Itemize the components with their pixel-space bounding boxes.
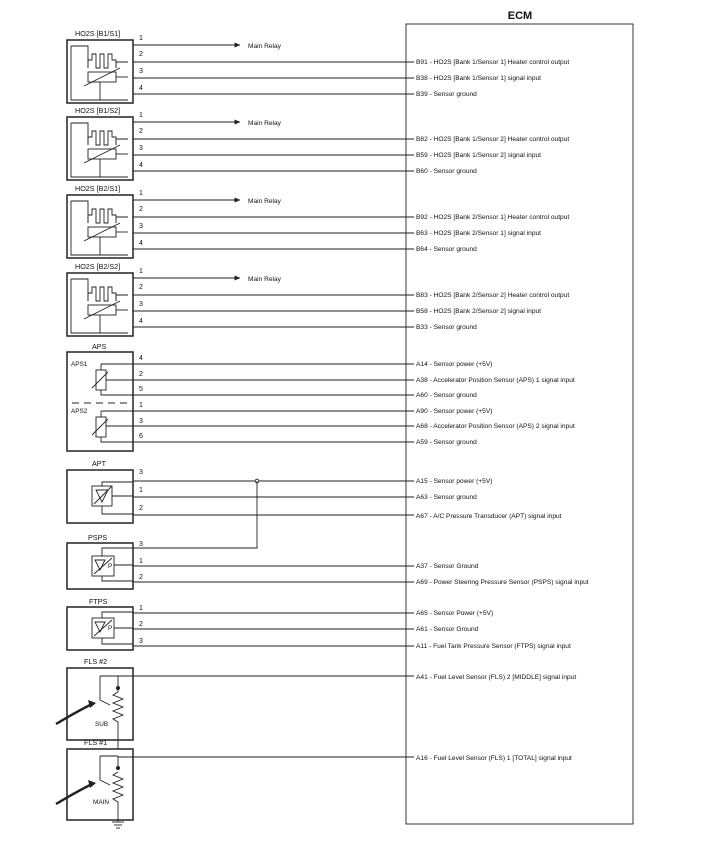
apt-pin-3: 3: [139, 469, 143, 476]
ho2s-b1s2-pin-3: 3: [139, 145, 143, 152]
ho2s-b2s1-pin-3: 3: [139, 223, 143, 230]
ho2s-b2s2-pin-1: 1: [139, 268, 143, 275]
ho2s-b1s1-pin-2: 2: [139, 51, 143, 58]
ho2s-b2s1-pin-4: 4: [139, 240, 143, 247]
ho2s-b2s2-pin-3: 3: [139, 301, 143, 308]
aps1-label: APS1: [71, 361, 88, 368]
aps-pin-3: 3: [139, 418, 143, 425]
ho2s-b1s2-pin-2: 2: [139, 128, 143, 135]
fls1-title: FLS #1: [84, 738, 108, 747]
apt-pin-1: 1: [139, 487, 143, 494]
ho2s-b1s1-pin-3: 3: [139, 68, 143, 75]
ftps-inner-label: P: [108, 625, 113, 632]
ecm-pin-a37: A37 - Sensor Ground: [416, 563, 479, 570]
main-relay-label: Main Relay: [248, 120, 281, 127]
main-relay-label: Main Relay: [248, 43, 281, 50]
ecm-pin-b92: B92 - HO2S [Bank 2/Sensor 1] Heater control output: [416, 214, 570, 221]
ecm-pin-b91: B91 - HO2S [Bank 1/Sensor 1] Heater control output: [416, 59, 570, 66]
ecm-pin-a38: A38 - Accelerator Position Sensor (APS) 1 signal input: [416, 377, 575, 384]
ho2s-b1s2-pin-4: 4: [139, 162, 143, 169]
ho2s-b1s2-pin-1: 1: [139, 112, 143, 119]
psps-pin-3: 3: [139, 541, 143, 548]
ho2s-b2s2-pin-4: 4: [139, 318, 143, 325]
ecm-pin-b60: B60 - Sensor ground: [416, 168, 477, 175]
ho2s-b1s1-pin-1: 1: [139, 35, 143, 42]
ho2s-b2s1-pin-2: 2: [139, 206, 143, 213]
ecm-pin-b38: B38 - HO2S [Bank 1/Sensor 1] signal input: [416, 75, 541, 82]
ecm-pin-a67: A67 - A/C Pressure Transducer (APT) signal input: [416, 513, 562, 520]
ftps-pin-3: 3: [139, 638, 143, 645]
ecm-pin-b39: B39 - Sensor ground: [416, 91, 477, 98]
ho2s-b1s2-title: HO2S [B1/S2]: [75, 106, 121, 115]
ftps-pin-1: 1: [139, 605, 143, 612]
ecm-pin-b63: B63 - HO2S [Bank 2/Sensor 1] signal input: [416, 230, 541, 237]
ecm-pin-a63: A63 - Sensor ground: [416, 494, 477, 501]
ecm-pin-b59: B59 - HO2S [Bank 1/Sensor 2] signal input: [416, 152, 541, 159]
ecm-pin-a69: A69 - Power Steering Pressure Sensor (PSPS) signal input: [416, 579, 589, 586]
ho2s-b2s2-title: HO2S [B2/S2]: [75, 262, 121, 271]
aps-pin-1: 1: [139, 402, 143, 409]
ecm-pin-b58: B58 - HO2S [Bank 2/Sensor 2] signal input: [416, 308, 541, 315]
ftps-title: FTPS: [89, 597, 108, 606]
psps-title: PSPS: [88, 533, 108, 542]
ho2s-b2s1-title: HO2S [B2/S1]: [75, 184, 121, 193]
ecm-pin-a68: A68 - Accelerator Position Sensor (APS) 2 signal input: [416, 423, 575, 430]
apt-sensor: [67, 470, 133, 523]
ho2s-b1s1-pin-4: 4: [139, 85, 143, 92]
ecm-pin-a14: A14 - Sensor power (+5V): [416, 361, 493, 368]
ecm-pin-b82: B82 - HO2S [Bank 1/Sensor 2] Heater control output: [416, 136, 570, 143]
ecm-pin-a15: A15 - Sensor power (+5V): [416, 478, 493, 485]
ecm-pin-b33: B33 - Sensor ground: [416, 324, 477, 331]
fls1-inner-label: MAIN: [93, 799, 109, 806]
ho2s-b2s1-pin-1: 1: [139, 190, 143, 197]
ecm-pin-a61: A61 - Sensor Ground: [416, 626, 479, 633]
ecm-pin-b83: B83 - HO2S [Bank 2/Sensor 2] Heater control output: [416, 292, 570, 299]
ecm-title: ECM: [507, 10, 533, 22]
ecm-pin-a65: A65 - Sensor Power (+5V): [416, 610, 494, 617]
aps-pin-2: 2: [139, 371, 143, 378]
aps-pin-6: 6: [139, 433, 143, 440]
aps2-label: APS2: [71, 408, 88, 415]
main-relay-label: Main Relay: [248, 198, 281, 205]
aps-pin-5: 5: [139, 386, 143, 393]
psps-sensor: [67, 543, 133, 589]
apt-title: APT: [92, 459, 106, 468]
ho2s-b2s2-pin-2: 2: [139, 284, 143, 291]
main-relay-label: Main Relay: [248, 276, 281, 283]
ecm-module: [406, 10, 633, 824]
fls2-inner-label: SUB: [95, 721, 109, 728]
ecm-pin-a90: A90 - Sensor power (+5V): [416, 408, 493, 415]
ecm-pin-b64: B64 - Sensor ground: [416, 246, 477, 253]
aps-pin-4: 4: [139, 355, 143, 362]
ecm-pin-a11: A11 - Fuel Tank Pressure Sensor (FTPS) signal input: [416, 643, 571, 650]
ftps-pin-2: 2: [139, 621, 143, 628]
psps-pin-1: 1: [139, 558, 143, 565]
ho2s-b1s1-title: HO2S [B1/S1]: [75, 29, 121, 38]
psps-pin-2: 2: [139, 574, 143, 581]
apt-pin-2: 2: [139, 505, 143, 512]
psps-inner-label: P: [108, 563, 113, 570]
ecm-pin-a16: A16 - Fuel Level Sensor (FLS) 1 [TOTAL] signal input: [416, 755, 572, 762]
fls2-title: FLS #2: [84, 657, 108, 666]
ecm-pin-a59: A59 - Sensor ground: [416, 439, 477, 446]
ecm-pin-a41: A41 - Fuel Level Sensor (FLS) 2 [MIDDLE] signal input: [416, 674, 577, 681]
aps-title: APS: [92, 342, 107, 351]
ecm-pin-a60: A60 - Sensor ground: [416, 392, 477, 399]
